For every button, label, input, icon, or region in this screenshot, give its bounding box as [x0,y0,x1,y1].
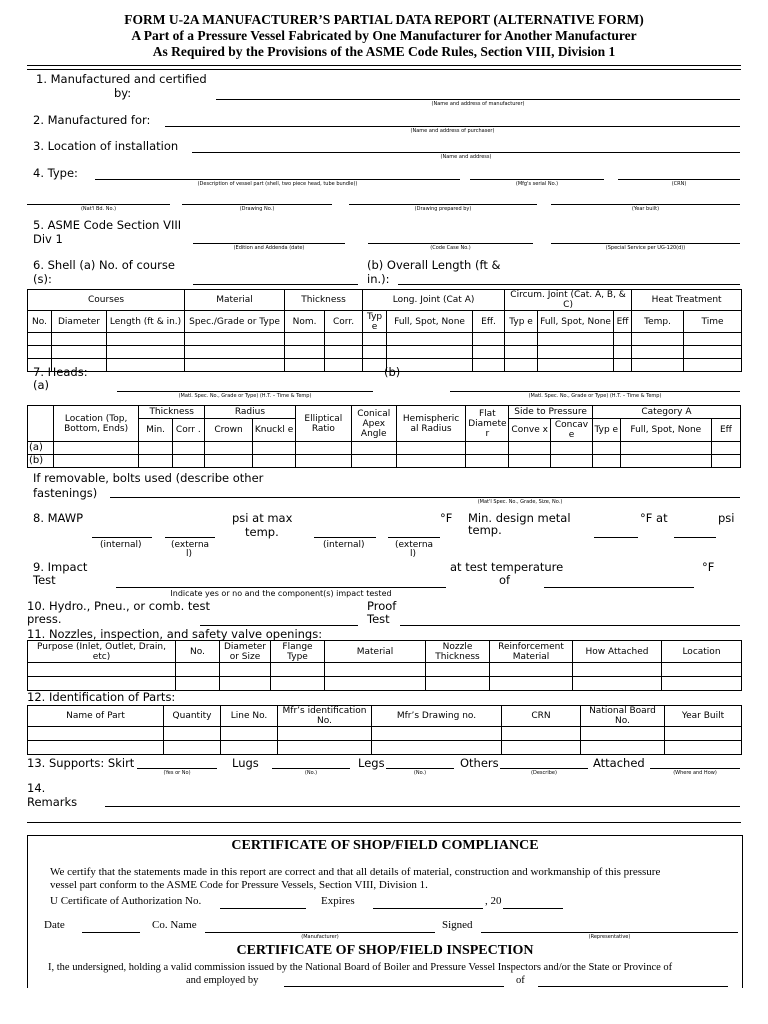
certificate-box [27,835,743,988]
hydro-label-2: press. [27,612,62,626]
col-length: Length (ft & in.) [107,311,185,333]
remarks-number: 14. [27,781,46,795]
head-a-caption: (Matl. Spec. No., Grade or Type) (H.T. – Time & Temp) [178,393,312,399]
col-year-built: Year Built [665,706,742,727]
table-row[interactable] [28,677,742,691]
external-caption: (externa [171,540,210,550]
expires-label: Expires [321,895,355,907]
col-min: Min. [139,419,172,442]
col-diameter: Diameter [52,311,107,333]
col-part-name: Name of Part [28,706,164,727]
col-time: Time [684,311,742,333]
compliance-title: CERTIFICATE OF SHOP/FIELD COMPLIANCE [231,838,539,853]
col-circ-eff: Eff [614,311,632,333]
manufactured-for-label: 2. Manufactured for: [33,113,151,127]
case-field[interactable] [368,243,533,244]
remarks-label: Remarks [27,795,78,809]
col-convex: Conve x [509,419,551,442]
serial-caption: (Mfg's serial No.) [515,181,559,187]
col-quantity: Quantity [164,706,221,727]
col-long-full: Full, Spot, None [387,311,473,333]
col-elliptical: Elliptical Ratio [296,406,352,442]
mdmt-psi-field[interactable] [674,537,716,538]
legs-field[interactable] [386,768,454,769]
location-field[interactable] [192,152,740,153]
heads-b-label: (b) [384,365,401,379]
inspection-title: CERTIFICATE OF SHOP/FIELD INSPECTION [236,943,534,958]
col-concave: Concav e [551,419,593,442]
col-nozzle-location: Location [662,641,742,663]
heads-label: 7. Heads: [33,365,88,379]
table-row[interactable] [28,455,741,468]
group-radius: Radius [204,406,295,419]
remarks-field[interactable] [105,806,740,807]
temp-internal-field[interactable] [314,537,376,538]
special-field[interactable] [551,243,740,244]
crn-field[interactable] [618,179,740,180]
serial-field[interactable] [470,179,604,180]
internal-caption: (internal) [100,540,142,550]
proof-test-label-2: Test [367,612,390,626]
mawp-label: 8. MAWP [33,511,84,525]
nozzles-table [27,640,742,691]
row-label-b: (b) [28,455,54,468]
col-circ-full: Full, Spot, None [538,311,614,333]
location-label: 3. Location of installation [33,139,179,153]
col-hemispherical: Hemispheric al Radius [396,406,466,442]
others-field[interactable] [500,768,588,769]
employer-field[interactable] [284,986,504,987]
asme-label: 5. ASME Code Section VIII [33,218,182,232]
employed-label: and employed by [186,975,259,986]
col-nb-no: National Board No. [581,706,665,727]
heads-a-label: (a) [33,378,50,392]
cert-auth-label: U Certificate of Authorization No. [50,895,202,907]
group-category-a: Category A [592,406,740,419]
col-cat-full: Full, Spot, None [620,419,711,442]
shell-label-2: (s): [33,272,52,286]
col-head-corr: Corr . [172,419,204,442]
impact-label: 9. Impact [33,560,88,574]
impact-label-2: Test [33,573,56,587]
crn-caption: (CRN) [671,181,687,187]
type-desc-caption: (Description of vessel part (shell, two piece head, tube bundle)) [197,181,358,187]
overall-length-field[interactable] [398,284,740,285]
col-corr: Corr. [325,311,363,333]
co-name-label: Co. Name [152,919,197,931]
prepared-caption: (Drawing prepared by) [414,206,472,212]
col-crown: Crown [204,419,252,442]
col-mfr-drawing: Mfr’s Drawing no. [372,706,502,727]
col-nozzle-no: No. [176,641,220,663]
purchaser-caption: (Name and address of purchaser) [410,128,495,134]
col-nom: Nom. [285,311,325,333]
date-label: Date [44,919,65,931]
at-test-temp-label: at test temperature [450,560,564,574]
signed-label: Signed [442,919,473,931]
removable-label-2: fastenings) [33,486,98,500]
impact-caption: Indicate yes or no and the component(s) impact tested [170,589,392,598]
group-side-pressure: Side to Pressure [509,406,593,419]
proof-test-field[interactable] [400,625,740,626]
overall-length-label: (b) Overall Length (ft & [367,258,501,272]
col-long-type: Typ e [363,311,387,333]
edition-caption: (Edition and Addenda (date) [233,245,305,251]
col-nozzle-material: Material [325,641,426,663]
others-caption: (Describe) [531,770,557,776]
col-knuckle: Knuckl e [253,419,296,442]
col-nozzle-diameter: Diameter or Size [220,641,271,663]
representative-caption: (Representative) [588,934,631,940]
col-how-attached: How Attached [573,641,662,663]
col-mfr-id: Mfr’s identification No. [278,706,372,727]
col-flange: Flange Type [271,641,325,663]
external-caption-2: l) [186,549,193,559]
parts-table [27,705,742,755]
skirt-field[interactable] [137,768,217,769]
manufacturer-field[interactable] [216,99,740,100]
col-location: Location (Top, Bottom, Ends) [53,406,139,442]
mdmt-field[interactable] [594,537,638,538]
case-caption: (Code Case No.) [430,245,471,251]
hydro-label: 10. Hydro., Pneu., or comb. test [27,599,211,613]
col-line-no: Line No. [221,706,278,727]
bolts-field[interactable] [110,497,740,498]
attached-caption: (Where and How) [673,770,717,776]
prepared-field[interactable] [349,204,537,205]
deg-f-at-label: °F at [640,511,668,525]
bolts-caption: (Mat'l Spec. No., Grade, Size, No.) [477,499,563,505]
col-purpose: Purpose (Inlet, Outlet, Drain, etc) [28,641,176,663]
attached-field[interactable] [650,768,740,769]
group-material: Material [185,290,285,311]
table-row[interactable] [28,741,742,755]
group-head-thickness: Thickness [139,406,204,419]
group-circum-joint: Circum. Joint (Cat. A, B, & C) [505,290,632,311]
heads-table [27,405,741,468]
expires-year: , 20 [485,895,502,907]
form-title: FORM U-2A MANUFACTURER’S PARTIAL DATA REPORT (ALTERNATIVE FORM) [124,12,644,27]
internal-caption-2: (internal) [323,540,365,550]
min-design-label-2: temp. [468,523,502,537]
manufacturer-caption: (Name and address of manufacturer) [431,101,525,107]
table-row[interactable] [28,727,742,741]
type-desc-field[interactable] [95,179,460,180]
form-subtitle: A Part of a Pressure Vessel Fabricated by One Manufacturer for Another Manufacturer [131,28,637,43]
skirt-caption: (Yes or No) [163,770,191,776]
deg-f-label: °F [440,511,453,525]
lugs-label: Lugs [232,756,259,770]
col-temp: Temp. [632,311,684,333]
signed-field[interactable] [481,932,738,933]
of-location-label: of [516,975,525,986]
col-long-eff: Eff. [473,311,505,333]
table-row[interactable] [28,333,742,346]
attached-label: Attached [593,756,645,770]
external-caption-4: l) [410,549,417,559]
lugs-caption: (No.) [304,770,318,776]
mawp-internal-field[interactable] [92,537,152,538]
group-long-joint: Long. Joint (Cat A) [363,290,505,311]
mawp-external-field[interactable] [165,537,215,538]
table-row[interactable] [28,663,742,677]
table-row[interactable] [28,442,741,455]
type-label: 4. Type: [33,166,78,180]
hydro-field[interactable] [200,625,358,626]
edition-field[interactable] [193,243,345,244]
lugs-field[interactable] [272,768,350,769]
compliance-text-2: vessel part conform to the ASME Code for Pressure Vessels, Section VIII, Division 1. [50,879,428,891]
year-field[interactable] [551,204,740,205]
inspection-text: I, the undersigned, holding a valid commission issued by the National Board of Boiler and Pressure Vessel Inspectors and/or the State or Province of [48,962,673,973]
others-label: Others [460,756,499,770]
impact-field[interactable] [116,587,446,588]
special-caption: (Special Service per UG-120(d)) [605,245,686,251]
shell-table [27,289,742,372]
col-nozzle-thickness: Nozzle Thickness [426,641,490,663]
manufactured-by-label: 1. Manufactured and certified [36,72,207,86]
group-heat-treatment: Heat Treatment [632,290,742,311]
overall-length-label-2: in.): [367,272,390,286]
col-conical: Conical Apex Angle [351,406,396,442]
asme-label-2: Div 1 [33,232,63,246]
year-caption: (Year built) [631,206,660,212]
remarks-field-2[interactable] [27,822,741,823]
identification-label: 12. Identification of Parts: [27,690,176,704]
col-circ-type: Typ e [505,311,538,333]
header-rule [27,65,741,66]
row-label-a: (a) [28,442,54,455]
col-part-crn: CRN [502,706,581,727]
expires-field[interactable] [373,908,483,909]
courses-field[interactable] [193,284,358,285]
shell-label: 6. Shell (a) No. of course [33,258,175,272]
manufactured-by-label-2: by: [114,86,132,100]
col-cat-eff: Eff [711,419,740,442]
head-b-field[interactable] [450,391,740,392]
psi-label: psi [718,511,735,525]
temp-external-field[interactable] [388,537,440,538]
col-reinforcement: Reinforcement Material [490,641,573,663]
head-a-field[interactable] [117,391,373,392]
group-thickness: Thickness [285,290,363,311]
cert-auth-field[interactable] [220,908,306,909]
temp-label: temp. [245,525,279,539]
proof-test-label: Proof [367,599,397,613]
impact-deg-f: °F [702,560,715,574]
external-caption-3: (externa [395,540,434,550]
form-subtitle-2: As Required by the Provisions of the ASME Code Rules, Section VIII, Division 1 [152,44,616,59]
compliance-text: We certify that the statements made in this report are correct and that all details of material, construction and workmanship of this pressure [50,866,661,878]
head-b-caption: (Matl. Spec. No., Grade or Type) (H.T. – Time & Temp) [528,393,662,399]
psi-at-max-label: psi at max [232,511,293,525]
legs-label: Legs [358,756,385,770]
removable-label: If removable, bolts used (describe other [33,471,264,485]
col-flat: Flat Diamete r [466,406,509,442]
test-temp-field[interactable] [544,587,694,588]
location-caption: (Name and address) [440,154,492,160]
co-name-field[interactable] [205,932,435,933]
of-label: of [499,573,511,587]
date-field[interactable] [82,932,140,933]
employer-location-field[interactable] [538,986,728,987]
drawing-field[interactable] [182,204,332,205]
nb-field[interactable] [27,204,170,205]
legs-caption: (No.) [413,770,427,776]
header-rule-2 [27,69,741,70]
table-row[interactable] [28,346,742,359]
col-spec: Spec./Grade or Type [185,311,285,333]
manufacturer-sig-caption: (Manufacturer) [301,934,339,940]
nozzles-label: 11. Nozzles, inspection, and safety valve openings: [27,627,323,641]
col-cat-type: Typ e [592,419,620,442]
supports-label: 13. Supports: Skirt [27,756,135,770]
drawing-caption: (Drawing No.) [239,206,275,212]
group-courses: Courses [28,290,185,311]
min-design-label: Min. design metal [468,511,571,525]
col-no: No. [28,311,52,333]
expires-year-field[interactable] [503,908,563,909]
nb-caption: (Nat'l Bd. No.) [80,206,117,212]
purchaser-field[interactable] [165,126,740,127]
